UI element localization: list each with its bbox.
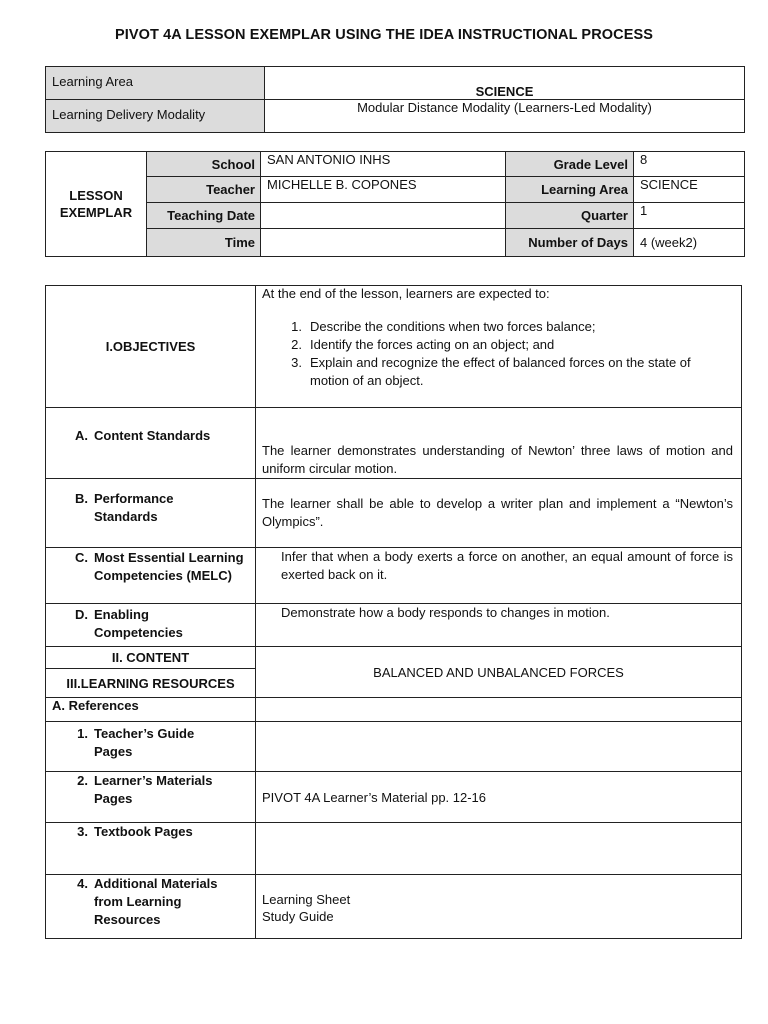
teacher-value: MICHELLE B. COPONES	[261, 177, 506, 203]
textbook-pages-value	[256, 823, 742, 875]
learners-materials-label: Learner’s Materials Pages	[94, 773, 213, 806]
enabling-label-cell: D. Enabling Competencies	[46, 604, 256, 647]
teachers-guide-label-cell: 1. Teacher’s Guide Pages	[46, 722, 256, 772]
grade-level-value: 8	[634, 152, 745, 177]
lesson-exemplar-cell	[46, 152, 147, 257]
info-learning-area-label: Learning Area	[506, 177, 634, 203]
teacher-label: Teacher	[147, 177, 261, 203]
learning-area-value: SCIENCE	[475, 84, 534, 99]
lesson-plan-table	[45, 285, 742, 939]
objective-item: 1. Describe the conditions when two forces balance;	[291, 319, 596, 334]
delivery-modality-value: Modular Distance Modality (Learners-Led Modality)	[357, 100, 652, 115]
textbook-pages-label: Textbook Pages	[94, 824, 193, 839]
teaching-date-value	[261, 203, 506, 229]
school-value: SAN ANTONIO INHS	[261, 152, 506, 177]
teachers-guide-label: Teacher’s Guide Pages	[94, 726, 195, 759]
time-label: Time	[147, 229, 261, 257]
objectives-label: I.OBJECTIVES	[46, 286, 256, 408]
time-value	[261, 229, 506, 257]
learning-area-label: Learning Area	[52, 74, 133, 89]
objectives-list	[256, 318, 741, 390]
melc-label: Most Essential Learning Competencies (MELC)	[94, 550, 244, 583]
enabling-competencies-label: Enabling Competencies	[94, 607, 183, 640]
melc-text: Infer that when a body exerts a force on another, an equal amount of force is exerted back on it.	[281, 549, 733, 582]
performance-standards-text: The learner shall be able to develop a writer plan and implement a “Newton’s Olympics”.	[262, 496, 733, 529]
objectives-intro: At the end of the lesson, learners are expected to:	[262, 286, 550, 301]
teachers-guide-value	[256, 722, 742, 772]
content-standards-label: Content Standards	[94, 428, 211, 443]
grade-level-label: Grade Level	[506, 152, 634, 177]
learners-materials-value: PIVOT 4A Learner’s Material pp. 12-16	[256, 772, 742, 823]
document-title: PIVOT 4A LESSON EXEMPLAR USING THE IDEA INSTRUCTIONAL PROCESS	[114, 27, 654, 43]
content-standards-text: The learner demonstrates understanding of Newton’ three laws of motion and uniform circular motion.	[262, 443, 733, 476]
learning-area-label-cell	[46, 67, 265, 100]
additional-materials-label-cell: 4. Additional Materials from Learning Resources	[46, 875, 256, 939]
performance-standards-label-cell: B. Performance Standards	[46, 479, 256, 548]
lesson-exemplar-label: LESSON EXEMPLAR	[59, 188, 133, 220]
textbook-label-cell: 3. Textbook Pages	[46, 823, 256, 875]
teaching-date-label: Teaching Date	[147, 203, 261, 229]
quarter-value: 1	[634, 203, 745, 229]
references-label: A. References	[46, 698, 256, 722]
performance-standards-label: Performance Standards	[94, 491, 174, 524]
additional-materials-cell	[256, 875, 742, 939]
objective-item: 2. Identify the forces acting on an object; and	[291, 337, 555, 352]
delivery-modality-label: Learning Delivery Modality	[52, 107, 206, 122]
enabling-competencies-text: Demonstrate how a body responds to changes in motion.	[281, 605, 610, 620]
learning-area-value-cell	[265, 67, 745, 100]
content-standards-cell	[256, 408, 742, 479]
number-of-days-value: 4 (week2)	[634, 229, 745, 257]
learners-materials-label-cell: 2. Learner’s Materials Pages	[46, 772, 256, 823]
objective-item: 3. Explain and recognize the effect of balanced forces on the state of motion of an object.	[291, 355, 691, 388]
content-standards-label-cell: A. Content Standards	[46, 408, 256, 479]
additional-materials-label: Additional Materials from Learning Resources	[94, 876, 218, 927]
number-of-days-label: Number of Days	[506, 229, 634, 257]
school-label: School	[147, 152, 261, 177]
delivery-value-cell	[265, 100, 745, 133]
content-value: BALANCED AND UNBALANCED FORCES	[256, 647, 742, 698]
references-cell	[256, 698, 742, 722]
content-label: II. CONTENT	[46, 647, 256, 669]
modality-table	[45, 66, 745, 133]
performance-standards-cell	[256, 479, 742, 548]
lesson-info-table	[45, 151, 745, 257]
melc-label-cell: C. Most Essential Learning Competencies (MELC)	[46, 548, 256, 604]
objectives-cell	[256, 286, 742, 408]
info-learning-area-value: SCIENCE	[634, 177, 745, 203]
study-guide-text: Study Guide	[262, 909, 334, 924]
melc-cell	[256, 548, 742, 604]
delivery-label-cell	[46, 100, 265, 133]
quarter-label: Quarter	[506, 203, 634, 229]
enabling-cell	[256, 604, 742, 647]
learning-resources-label: III.LEARNING RESOURCES	[46, 669, 256, 698]
learning-sheet-text: Learning Sheet	[262, 892, 351, 907]
